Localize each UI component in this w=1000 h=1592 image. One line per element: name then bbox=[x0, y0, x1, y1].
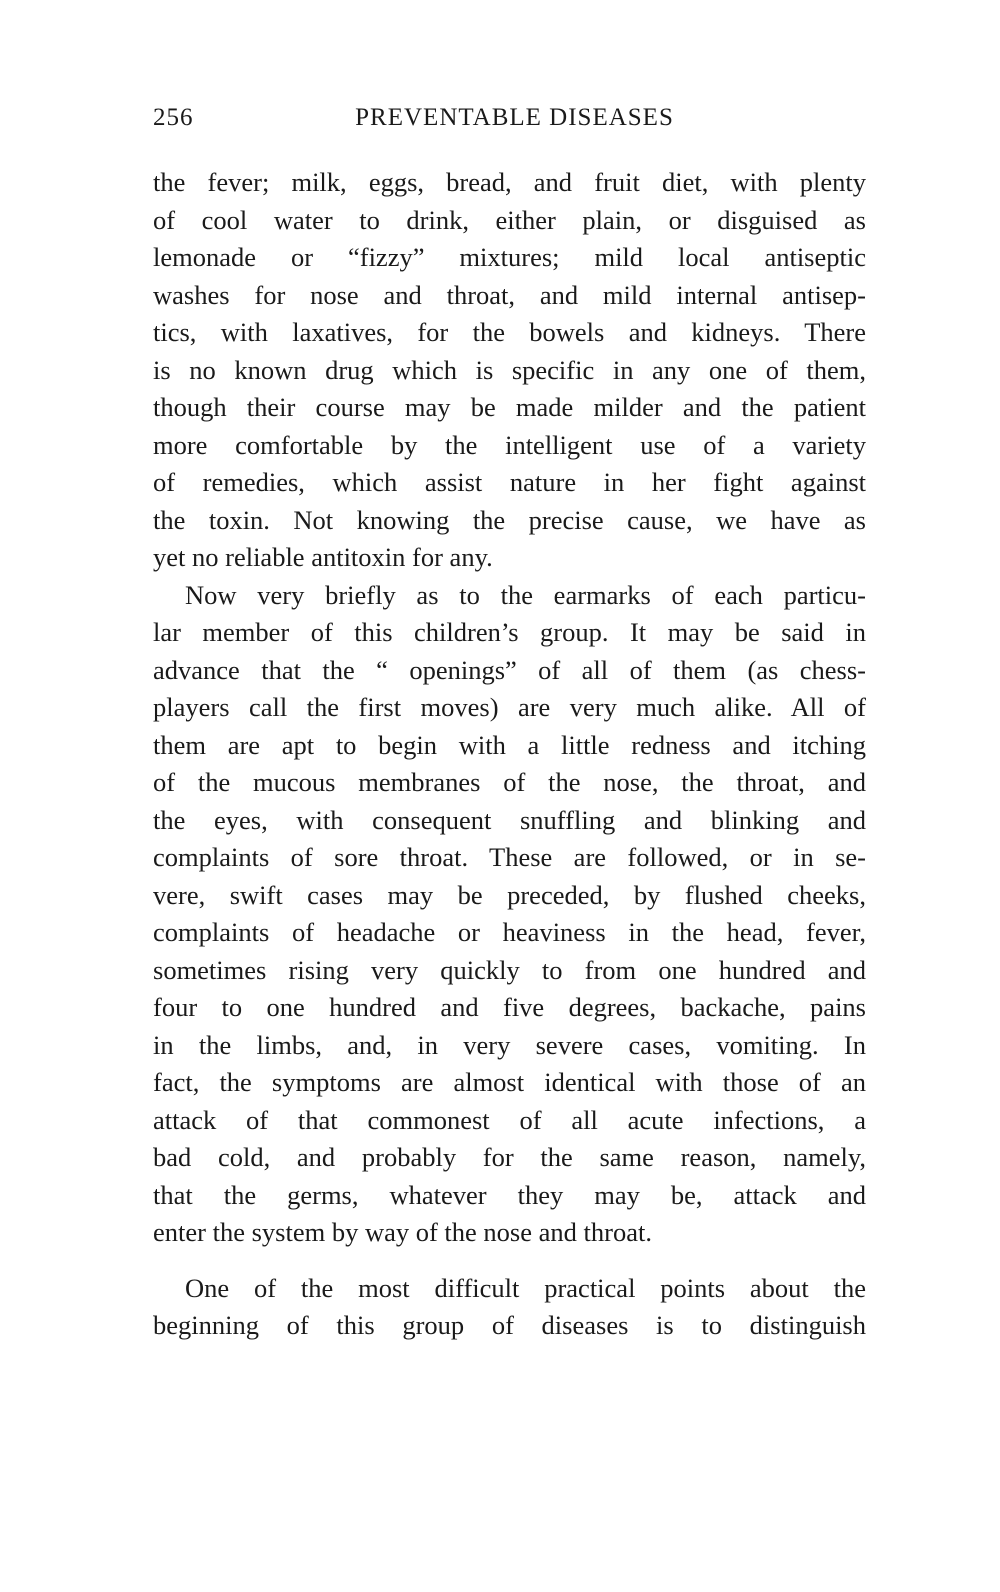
text-line: the fever; milk, eggs, bread, and fruit diet, with plenty bbox=[153, 167, 866, 197]
text-line: lemonade or “fizzy” mixtures; mild local antiseptic bbox=[153, 242, 866, 272]
text-line: them are apt to begin with a little redness and itching bbox=[153, 729, 866, 760]
page-header bbox=[153, 104, 866, 138]
text-line: Now very briefly as to the earmarks of each particu- bbox=[185, 579, 866, 610]
paragraph bbox=[153, 164, 866, 577]
text-line: attack of that commonest of all acute infections, a bbox=[153, 1104, 866, 1135]
text-line: of the mucous membranes of the nose, the throat, and bbox=[153, 767, 866, 797]
text-line: lar member of this children’s group. It may be said in bbox=[153, 617, 866, 647]
text-line: the toxin. Not knowing the precise cause, we have as bbox=[153, 504, 866, 535]
text-line: sometimes rising very quickly to from one hundred and bbox=[153, 954, 866, 985]
paragraph bbox=[153, 577, 866, 1252]
text-line: more comfortable by the intelligent use of a variety bbox=[153, 429, 866, 460]
text-line: enter the system by way of the nose and throat. bbox=[153, 1217, 652, 1247]
text-line: yet no reliable antitoxin for any. bbox=[153, 542, 493, 572]
text-line: of cool water to drink, either plain, or disguised as bbox=[153, 204, 866, 235]
text-line: that the germs, whatever they may be, attack and bbox=[153, 1179, 866, 1210]
running-title: PREVENTABLE DISEASES bbox=[355, 104, 674, 131]
text-line: washes for nose and throat, and mild internal antisep- bbox=[153, 279, 866, 310]
text-line: players call the first moves) are very much alike. All of bbox=[153, 692, 866, 722]
text-line: fact, the symptoms are almost identical with those of an bbox=[153, 1067, 866, 1097]
text-line: is no known drug which is specific in any one of them, bbox=[153, 354, 866, 385]
text-line: vere, swift cases may be preceded, by flushed cheeks, bbox=[153, 879, 866, 910]
page-number: 256 bbox=[153, 104, 194, 131]
text-line: One of the most difficult practical points about the bbox=[185, 1272, 866, 1303]
text-line: though their course may be made milder and the patient bbox=[153, 392, 866, 422]
text-line: tics, with laxatives, for the bowels and kidneys. There bbox=[153, 317, 866, 347]
text-line: advance that the “ openings” of all of them (as chess- bbox=[153, 654, 866, 685]
paragraph bbox=[153, 1270, 866, 1345]
text-line: beginning of this group of diseases is to distinguish bbox=[153, 1310, 866, 1340]
text-line: complaints of sore throat. These are followed, or in se- bbox=[153, 842, 866, 872]
text-line: complaints of headache or heaviness in the head, fever, bbox=[153, 917, 866, 947]
body-text bbox=[153, 164, 866, 1345]
text-line: four to one hundred and five degrees, backache, pains bbox=[153, 992, 866, 1022]
text-line: bad cold, and probably for the same reason, namely, bbox=[153, 1142, 866, 1172]
text-line: in the limbs, and, in very severe cases, vomiting. In bbox=[153, 1029, 866, 1060]
text-line: of remedies, which assist nature in her fight against bbox=[153, 467, 866, 497]
text-line: the eyes, with consequent snuffling and blinking and bbox=[153, 804, 866, 835]
